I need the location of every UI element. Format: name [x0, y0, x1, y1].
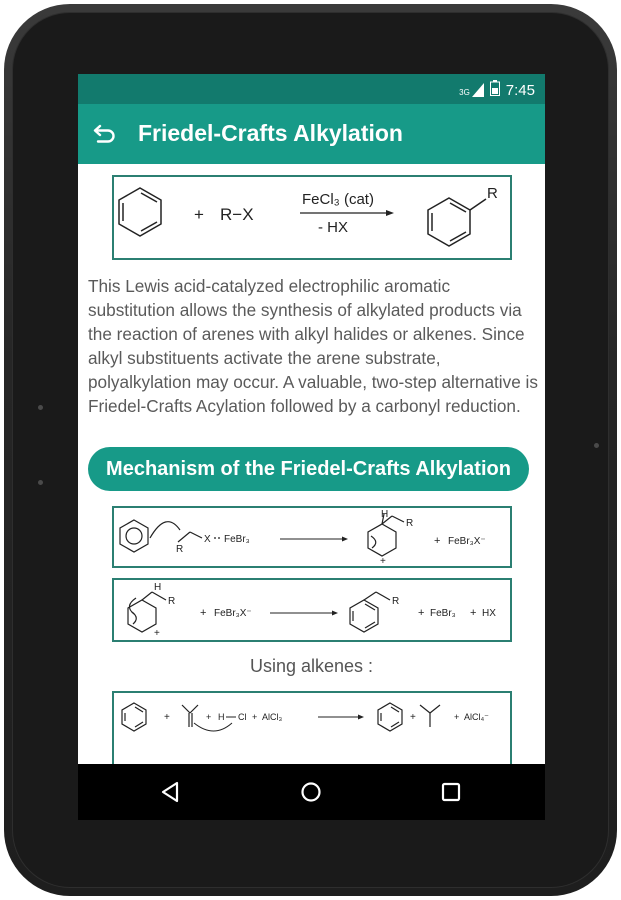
catalyst-label: FeCl₃ (cat)	[302, 191, 374, 208]
step1-electron-arrow	[150, 522, 180, 538]
step1-arrowhead	[342, 537, 348, 542]
step1-febr3: FeBr₃	[224, 534, 250, 545]
step2-h: H	[154, 582, 162, 593]
step1-r: R	[176, 544, 184, 555]
step1-r2: R	[406, 518, 414, 529]
step2-plus-c: +	[470, 607, 477, 619]
step2-sigma-complex	[128, 592, 166, 632]
step2-hx: HX	[482, 608, 496, 619]
alkene-plus-b: +	[206, 712, 212, 722]
app-bar	[78, 104, 545, 164]
step2-r2: R	[392, 596, 400, 607]
screen	[78, 74, 545, 820]
alkene-alcl4: AlCl₄⁻	[464, 712, 489, 722]
reaction-arrowhead	[386, 210, 394, 216]
mechanism-button[interactable]: Mechanism of the Friedel-Crafts Alkylation	[88, 447, 529, 491]
alkene-carbocation	[420, 705, 440, 727]
step2-febr3: FeBr₃	[430, 608, 456, 619]
nav-back-icon[interactable]	[157, 778, 185, 806]
step1-sigma-complex	[368, 514, 404, 556]
step1-product: FeBr₃X⁻	[448, 536, 486, 547]
substituent-r: R	[487, 185, 498, 202]
app-title: Friedel-Crafts Alkylation	[138, 120, 403, 146]
alkyl-halide: R−X	[220, 205, 254, 224]
status-bar	[78, 74, 545, 104]
reaction-equation-box	[112, 175, 512, 260]
alkene-arrowhead	[358, 715, 364, 720]
mechanism-step-2	[112, 578, 512, 642]
mechanism-step-1	[112, 506, 512, 568]
camera-dot-left-lower	[38, 480, 43, 485]
step1-x: X	[204, 534, 211, 545]
alkene-electron-arrow	[194, 723, 232, 731]
signal-icon	[459, 83, 484, 97]
step2-plus-a: +	[200, 607, 207, 619]
step1-bond-r	[178, 532, 190, 542]
step2-plus-b: +	[418, 607, 425, 619]
step1-bond-x	[190, 532, 202, 538]
step1-benzene	[120, 520, 148, 552]
byproduct-label: - HX	[318, 219, 348, 236]
alkene-alcl3: AlCl₃	[262, 712, 283, 722]
alkene-plus-d: +	[410, 712, 416, 723]
step1-h: H	[381, 509, 389, 520]
camera-dot-left-upper	[38, 405, 43, 410]
camera-dot-right	[594, 443, 599, 448]
step1-plus-charge: +	[380, 556, 386, 566]
clock: 7:45	[505, 81, 535, 99]
using-alkenes-label: Using alkenes :	[249, 656, 374, 676]
alkene-cl: Cl	[238, 712, 247, 722]
step1-plus: +	[434, 535, 441, 547]
battery-icon	[490, 80, 500, 100]
alkylbenzene-product	[428, 198, 486, 246]
content-area[interactable]	[78, 164, 545, 764]
alkene-product-benzene	[378, 703, 402, 731]
step2-r: R	[168, 596, 176, 607]
step2-alkylbenzene	[350, 592, 390, 632]
alkene-plus-e: +	[454, 712, 460, 722]
step2-plus-charge: +	[154, 628, 160, 639]
description-paragraph: This Lewis acid-catalyzed electrophilic aromatic substitution allows the synthesis of alkylated products via the reaction of arenes with alkyl halides or alkenes. Since alkyl substituents activate the arene substrate, polyalkylation may occur. A valuable, two-step alternative is Friedel-Crafts Acylation followed by a carbonyl reduction.	[88, 276, 538, 416]
step2-febr3x: FeBr₃X⁻	[214, 608, 252, 619]
plus-sign: +	[194, 205, 204, 224]
step2-arrowhead	[332, 611, 338, 616]
back-arrow-icon[interactable]	[92, 122, 118, 146]
nav-recents-icon[interactable]	[437, 778, 465, 806]
alkene-plus-c: +	[252, 712, 258, 722]
alkene-plus-a: +	[164, 712, 170, 723]
alkene-scheme	[112, 691, 512, 764]
navigation-bar	[78, 764, 545, 820]
nav-home-icon[interactable]	[297, 778, 325, 806]
alkene-h: H	[218, 712, 225, 722]
alkene-benzene	[122, 703, 146, 731]
network-type: 3G	[459, 88, 470, 97]
benzene-reactant	[119, 188, 161, 236]
